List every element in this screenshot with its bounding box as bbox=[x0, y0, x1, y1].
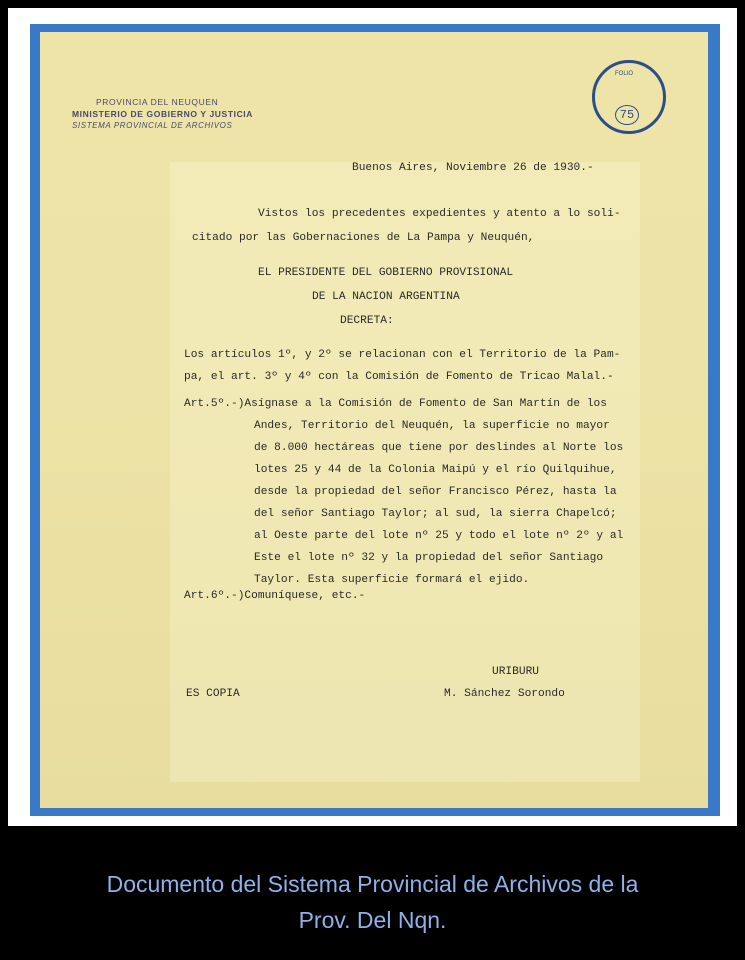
article-5-line-8: Este el lote nº 32 y la propiedad del señor Santiago bbox=[254, 552, 604, 564]
paragraph-1-line-1: Los artículos 1º, y 2º se relacionan con el Territorio de la Pam- bbox=[184, 349, 621, 361]
signature-cosigner: M. Sánchez Sorondo bbox=[444, 688, 565, 700]
letterhead bbox=[72, 96, 253, 132]
article-5-line-3: de 8.000 hectáreas que tiene por deslindes al Norte los bbox=[254, 442, 624, 454]
heading-decreta: DECRETA: bbox=[340, 315, 394, 327]
article-5-line-2: Andes, Territorio del Neuquén, la superficie no mayor bbox=[254, 420, 610, 432]
article-5-line-5: desde la propiedad del señor Francisco Pérez, hasta la bbox=[254, 486, 617, 498]
article-5-line-1: Art.5º.-)Asígnase a la Comisión de Fomento de San Martín de los bbox=[184, 398, 607, 410]
article-5-line-4: lotes 25 y 44 de la Colonia Maipú y el río Quilquihue, bbox=[254, 464, 617, 476]
document-photo bbox=[30, 24, 720, 816]
folio-number: 75 bbox=[615, 105, 639, 125]
letterhead-ministry: MINISTERIO DE GOBIERNO Y JUSTICIA bbox=[72, 109, 254, 119]
paragraph-1-line-2: pa, el art. 3º y 4º con la Comisión de Fomento de Tricao Malal.- bbox=[184, 371, 614, 383]
letterhead-province: PROVINCIA DEL NEUQUEN bbox=[96, 97, 219, 107]
letterhead-system: SISTEMA PROVINCIAL DE ARCHIVOS bbox=[72, 121, 233, 130]
article-5-line-7: al Oeste parte del lote nº 25 y todo el lote nº 2º y al bbox=[254, 530, 624, 542]
date-line: Buenos Aires, Noviembre 26 de 1930.- bbox=[352, 162, 594, 174]
intro-line-1: Vistos los precedentes expedientes y atento a lo soli- bbox=[258, 208, 621, 220]
image-caption bbox=[0, 866, 745, 938]
article-5-line-9: Taylor. Esta superficie formará el ejido. bbox=[254, 574, 530, 586]
heading-line-2: DE LA NACION ARGENTINA bbox=[312, 291, 460, 303]
stamp-label: FOLIO bbox=[615, 71, 634, 77]
article-5-line-6: del señor Santiago Taylor; al sud, la sierra Chapelcó; bbox=[254, 508, 617, 520]
article-6: Art.6º.-)Comuníquese, etc.- bbox=[184, 590, 366, 602]
signature-uriburu: URIBURU bbox=[492, 666, 539, 678]
caption-line-1: Documento del Sistema Provincial de Archivos de la bbox=[106, 871, 639, 897]
document-paper bbox=[40, 32, 708, 808]
photo-frame bbox=[8, 8, 737, 826]
heading-line-1: EL PRESIDENTE DEL GOBIERNO PROVISIONAL bbox=[258, 267, 514, 279]
intro-line-2: citado por las Gobernaciones de La Pampa y Neuquén, bbox=[192, 232, 535, 244]
folio-stamp bbox=[592, 60, 666, 134]
es-copia-label: ES COPIA bbox=[186, 688, 240, 700]
caption-line-2: Prov. Del Nqn. bbox=[298, 907, 447, 933]
